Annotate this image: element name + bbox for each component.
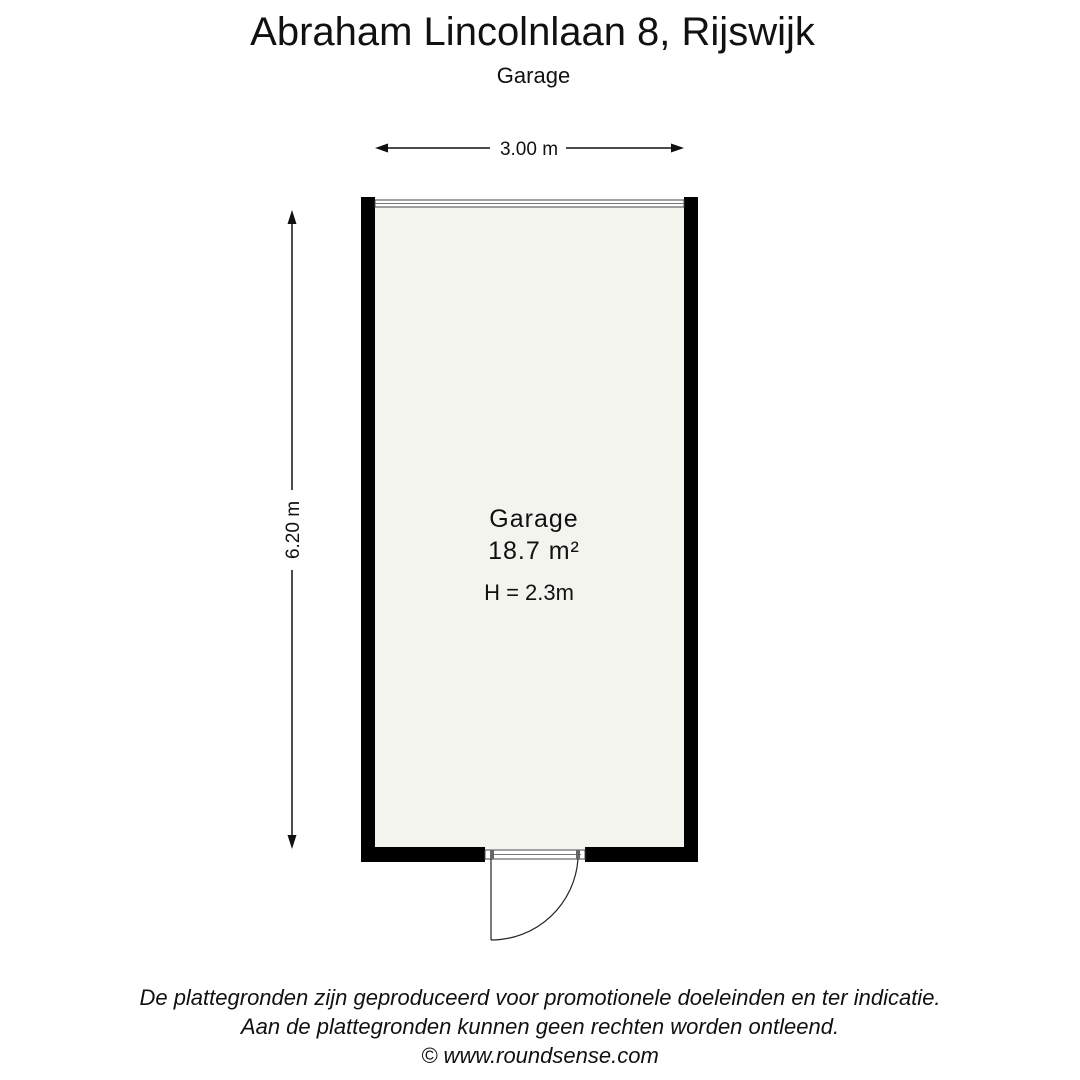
disclaimer-line-1: De plattegronden zijn geproduceerd voor promotionele doeleinden en ter indicatie.: [139, 985, 941, 1010]
page-subtitle: Garage: [496, 63, 571, 88]
garage-door: [375, 200, 684, 207]
room-height: H = 2.3m: [484, 580, 574, 605]
page-title: Abraham Lincolnlaan 8, Rijswijk: [250, 10, 815, 54]
wall-right: [684, 197, 698, 862]
room-area: 18.7 m²: [488, 537, 580, 565]
width-dimension: [375, 139, 684, 160]
copyright-line: © www.roundsense.com: [421, 1043, 659, 1068]
wall-left: [361, 197, 375, 862]
wall-bottom-left: [361, 847, 485, 862]
entrance-door: [485, 850, 585, 940]
depth-label: 6.20 m: [283, 500, 304, 560]
disclaimer-line-2: Aan de plattegronden kunnen geen rechten worden ontleend.: [240, 1014, 840, 1039]
width-label: 3.00 m: [499, 139, 559, 160]
room-name: Garage: [489, 505, 579, 533]
depth-dimension: [283, 210, 304, 849]
wall-bottom-right: [585, 847, 698, 862]
